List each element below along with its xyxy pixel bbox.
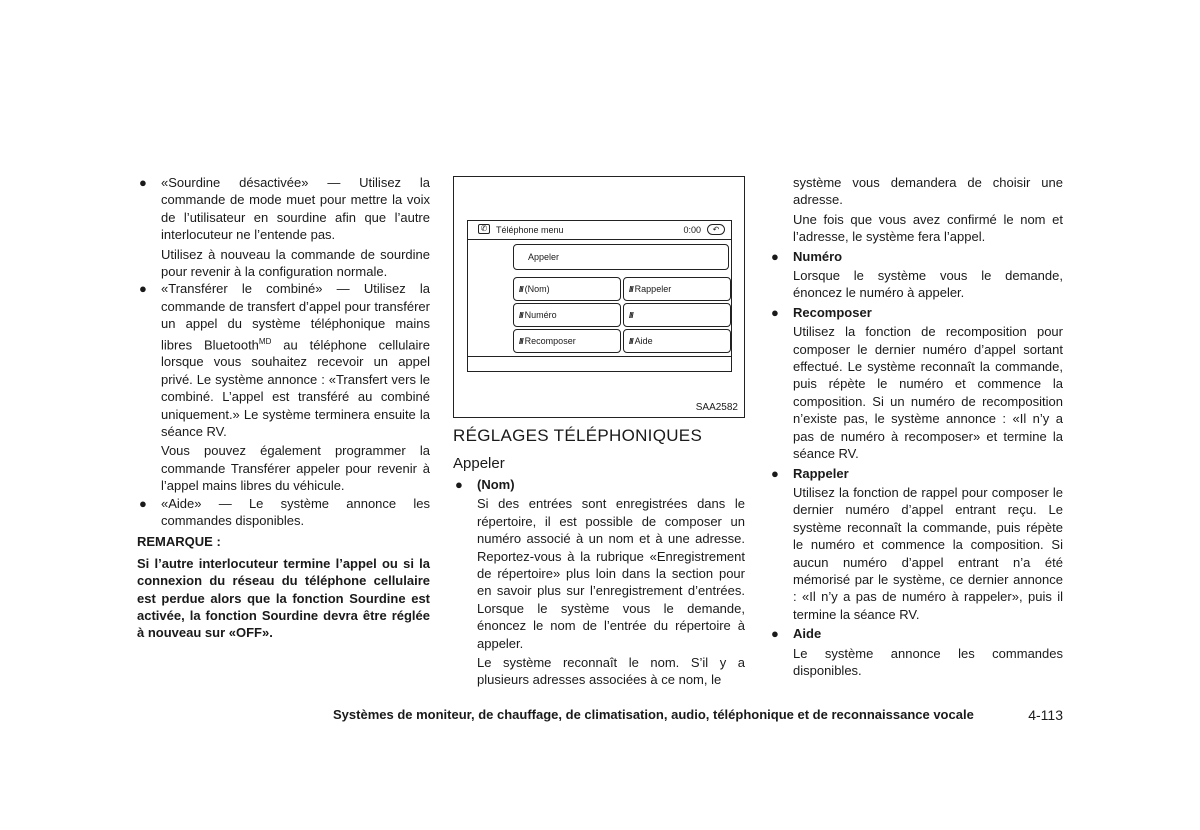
middle-column <box>453 476 745 689</box>
bullet-text: Utilisez la fonction de rappel pour composer le dernier numéro d’appel entrant reçu. Le système reconnaît la commande, puis répète le numéro et commence la composition. Si aucun numéro d’appel entrant n’a été mémorisé par le système, ce dernier annonce : «Il n’y a pas de numéro à rappeler», puis il termine la séance RV. <box>793 484 1063 622</box>
phone-menu-screen <box>467 220 732 372</box>
bullet-text: Utilisez la fonction de recomposition pour composer le dernier numéro d’appel sortant effectué. Le système reconnaît la commande, puis répète le numéro et commence la composition. Si un numéro de recomposition n’existe pas, le système annonce : «Il n’y a pas de numéro à recomposer» et termine la séance RV. <box>793 324 1063 462</box>
name-button-label: (Nom) <box>524 284 550 294</box>
redial-button-label: Rappeler <box>634 284 672 294</box>
phone-menu-figure <box>453 176 745 418</box>
bullet-recompose <box>769 304 1063 463</box>
number-button-label: Numéro <box>524 310 557 320</box>
section-title: RÉGLAGES TÉLÉPHONIQUES <box>453 426 703 445</box>
bullet-redial <box>769 465 1063 624</box>
bullet-text <box>161 280 430 440</box>
bullet-number <box>769 248 1063 302</box>
note-text: Si l’autre interlocuteur termine l’appel ou si la connexion du réseau du téléphone cellulaire est perdue alors que la fonction Sourdine est activée, la fonction Sourdine devra être réglée à nouveau sur «OFF». <box>137 555 430 641</box>
bullet-icon: ● <box>139 175 147 190</box>
bullet-text-part2: au téléphone cellulaire lorsque vous souhaitez recevoir un appel privé. Le système annonce : «Transfert vers le combiné. L’appel est transféré au combiné uniquement.» Le système terminera ensuite la séance RV. <box>161 336 430 440</box>
bullet-transfer-handset <box>137 280 430 494</box>
bullet-title: Recomposer <box>793 304 872 320</box>
recompose-button <box>513 329 621 353</box>
voice-icon: /// <box>629 311 633 320</box>
name-button <box>513 277 621 301</box>
bullet-title: Rappeler <box>793 465 849 481</box>
voice-icon: /// <box>519 337 523 346</box>
bullet-name <box>453 476 745 689</box>
bullet-text: Lorsque le système vous le demande, énoncez le numéro à appeler. <box>793 268 1063 301</box>
bullet-text-2: Le système reconnaît le nom. S’il y a plusieurs adresses associées à ce nom, le <box>477 655 745 688</box>
bullet-extra-text: Vous pouvez également programmer la commande Transférer appeler pour revenir à l’appel mains libres du véhicule. <box>161 443 430 494</box>
screen-header <box>468 221 731 240</box>
continued-paragraph: système vous demandera de choisir une adresse. <box>793 175 1063 208</box>
figure-code: SAA2582 <box>695 402 738 413</box>
bullet-text: «Sourdine désactivée» — Utilisez la commande de mode muet pour mettre la voix de l’utilisateur en sourdine afin que l’autre interlocuteur ne l’entende pas. <box>161 175 430 243</box>
screen-footer <box>468 356 731 371</box>
call-button <box>513 244 729 270</box>
bullet-text: «Aide» — Le système annonce les commandes disponibles. <box>161 495 430 529</box>
bullet-icon: ● <box>771 626 779 642</box>
bullet-icon: ● <box>771 465 779 481</box>
recompose-button-label: Recomposer <box>524 336 576 346</box>
bullet-icon: ● <box>771 304 779 320</box>
trademark-sup: MD <box>258 336 272 346</box>
page-footer <box>333 706 1063 724</box>
phone-icon: ✆ <box>478 224 490 234</box>
bullet-help <box>137 495 430 530</box>
voice-icon: /// <box>519 311 523 320</box>
page-number: 4-113 <box>1028 707 1063 723</box>
number-button <box>513 303 621 327</box>
bullet-help <box>769 625 1063 679</box>
bullet-text-part1: «Transférer le combiné» — Utilisez la commande de transfert d’appel pour transférer un appel du système téléphonique mains libres Bluetooth <box>161 281 430 352</box>
voice-icon: /// <box>629 337 633 346</box>
redial-button <box>623 277 731 301</box>
note-title: REMARQUE : <box>137 534 221 550</box>
bullet-title: (Nom) <box>477 477 515 492</box>
call-button-label: Appeler <box>528 252 560 262</box>
voice-icon: /// <box>629 285 633 294</box>
bullet-text: Le système annonce les commandes disponibles. <box>793 645 1063 678</box>
left-column <box>137 174 430 642</box>
bullet-title: Numéro <box>793 248 843 264</box>
bullet-icon: ● <box>139 281 147 297</box>
continued-text <box>769 174 1063 246</box>
voice-icon: /// <box>519 285 523 294</box>
subsection-title: Appeler <box>453 455 505 472</box>
bullet-icon: ● <box>139 495 147 511</box>
screen-time: 0:00 <box>683 225 701 235</box>
blank-button <box>623 303 731 327</box>
continued-paragraph-2: Une fois que vous avez confirmé le nom et l’adresse, le système fera l’appel. <box>793 211 1063 245</box>
help-button-label: Aide <box>634 336 653 346</box>
help-button <box>623 329 731 353</box>
bullet-extra-text: Utilisez à nouveau la commande de sourdine pour revenir à la configuration normale. <box>161 246 430 280</box>
footer-chapter-title: Systèmes de moniteur, de chauffage, de climatisation, audio, téléphonique et de reconnaissance vocale <box>333 707 974 722</box>
back-icon: ↶ <box>707 224 725 235</box>
screen-title: Téléphone menu <box>496 225 564 235</box>
bullet-mute-off <box>137 174 430 280</box>
bullet-title: Aide <box>793 626 822 642</box>
bullet-icon: ● <box>771 248 779 264</box>
bullet-text: Si des entrées sont enregistrées dans le répertoire, il est possible de composer un numéro associé à un nom et à une adresse. Reportez-vous à la rubrique «Enregistrement de répertoire» plus loin dans la section pour en savoir plus sur l’enregistrement d’entrées. Lorsque le système vous le demande, énoncez le nom de l’entrée du répertoire à appeler. <box>477 496 745 651</box>
bullet-icon: ● <box>455 477 463 492</box>
right-column <box>769 174 1063 679</box>
